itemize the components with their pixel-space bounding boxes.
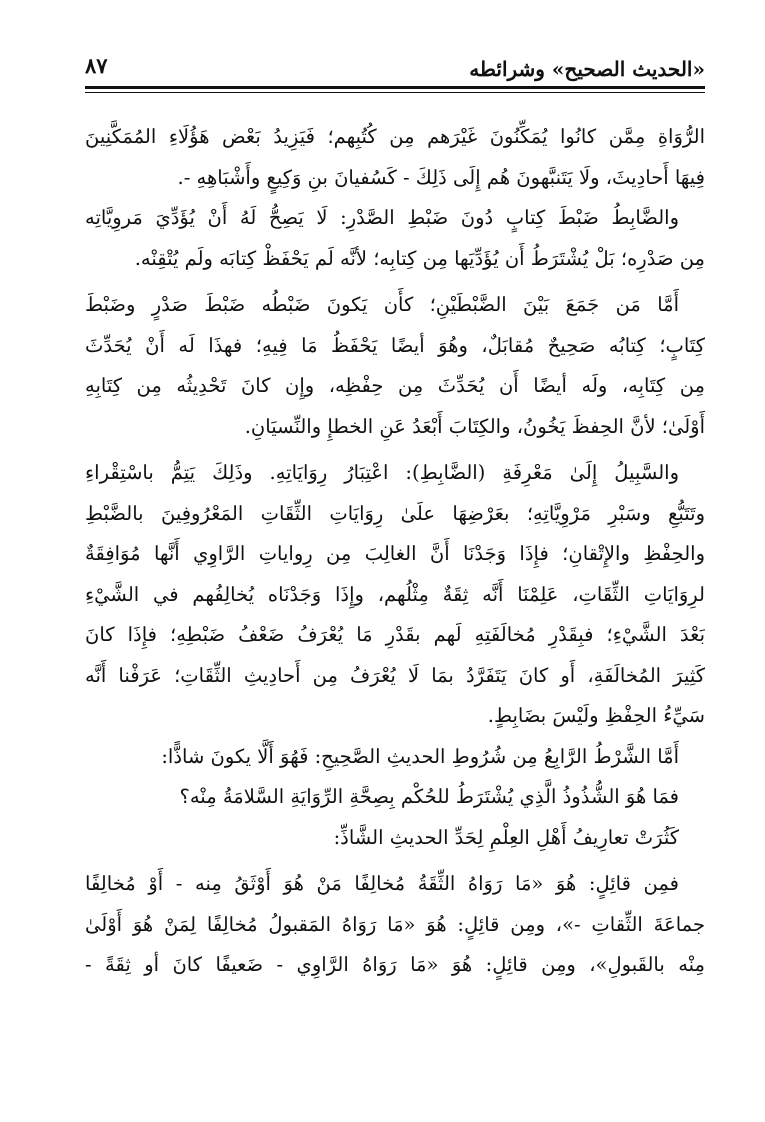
text-line: أَمَّا الشَّرْطُ الرَّابِعُ مِن شُرُوطِ الحديثِ الصَّحِيحِ: فَهُوَ أَلَّا يكونَ شاذًّا: <box>161 744 679 768</box>
text-line: والحِفْظِ والإِتْقانِ؛ فإِذَا وَجَدْنَا أَنَّ الغالِبَ مِن رِواياتِ الرَّاوِي أَنَّها مُوَافِقَةٌ <box>85 542 705 565</box>
text-line: مِنْه بالقَبولِ»، ومِن قائِلٍ: هُوَ «مَا رَوَاهُ الرَّاوِي - ضَعيفًا كانَ أو ثِقَةً - <box>85 953 705 976</box>
text-line: بَعْدَ الشَّيْءِ؛ فبِقَدْرِ مُخالَفَتِهِ لَهم بقَدْرِ مَا يُعْرَفُ ضَعْفُ ضَبْطِهِ؛ فإِذَا كانَ <box>85 623 705 646</box>
paragraph-both-precisions <box>85 285 705 447</box>
text-line: لرِوَايَاتِ الثِّقَاتِ، عَلِمْنَا أَنَّه ثِقَةٌ مِثْلُهم، وإِذَا وَجَدْنَاه يُخالِفُهم في الشَّيْءِ <box>85 582 705 606</box>
text-line: وتَتَبُّعِ وسَبْرِ مَرْوِيَّاتِهِ؛ بعَرْضِهَا علَىٰ رِوَايَاتِ الثِّقَاتِ المَعْرُوفِينَ بالضَّبْطِ <box>85 501 705 525</box>
text-line: فمَا هُوَ الشُّذُوذُ الَّذِي يُشْتَرَطُ للحُكْم بِصِحَّةِ الرِّوَايَةِ السَّلامَةُ مِنْه؟ <box>179 785 679 808</box>
text-line: سَيِّءُ الحِفْظِ ولَيْسَ بضَابِطٍ. <box>487 704 705 727</box>
text-line: والضَّابِطُ ضَبْطَ كِتابٍ دُونَ ضَبْطِ الصَّدْرِ: لَا يَصِحُّ لَهُ أَنْ يُؤَدِّيَ مَروِيَّاتِه <box>85 206 679 229</box>
chapter-running-title: «الحديث الصحيح» وشرائطه <box>469 57 705 81</box>
text-line: كِتَابٍ؛ كِتابُه صَحِيحٌ مُقابَلٌ، وهُوَ أيضًا يَحْفَظُ مَا فِيهِ؛ فهذَا لَه أَنْ يُحَدِّثَ <box>85 333 705 357</box>
header-rule-thin <box>85 92 705 93</box>
text-line: أَوْلَىٰ؛ لأنَّ الحِفظَ يَخُونُ، والكِتَابَ أَبْعَدُ عَنِ الخطإِ والنِّسيَانِ. <box>244 414 705 438</box>
text-line: الرُّوَاةِ مِمَّن كانُوا يُمَكِّنُونَ غَيْرَهم مِن كُتُبِهم؛ فَيَزِيدُ بَعْض هَؤُلَاءِ المُمَكَّنِينَ <box>85 125 705 148</box>
text-line: والسَّبِيلُ إِلَىٰ مَعْرِفَةِ (الضَّابِطِ): اعْتِبَارُ رِوَايَاتِهِ. وذَلِكَ يَتِمُّ باسْتِقْراءِ <box>85 461 679 484</box>
running-header <box>85 45 705 87</box>
body-text <box>85 117 705 986</box>
paragraph-knowing-precise-narrator <box>85 453 705 737</box>
text-line: فمِن قائِلٍ: هُوَ «مَا رَوَاهُ الثِّقَةُ مُخالِفًا مَنْ هُوَ أَوْثَقُ مِنه - أَوْ مُخالِفًا <box>85 872 679 895</box>
paragraph-fourth-condition <box>85 737 705 778</box>
text-line: جماعَةَ الثِّقاتِ -»، ومِن قائِلٍ: هُوَ «مَا رَوَاهُ المَقبولُ مُخالِفًا لِمَنْ هُوَ أَوْلَىٰ <box>85 912 705 936</box>
page-number: ٨٧ <box>85 53 108 78</box>
paragraph-shudhudh-question <box>85 777 705 818</box>
text-line: أَمَّا مَن جَمَعَ بَيْنَ الضَّبْطَيْنِ؛ كأَن يَكونَ ضَبْطُه ضَبْطَ صَدْرٍ وضَبْطَ <box>85 293 679 316</box>
paragraph-definitions <box>85 864 705 986</box>
text-line: فِيهَا أَحادِيثَ، ولَا يَتَنبَّهونَ هُم إِلَى ذَلِكَ - كَسُفيانَ بنِ وَكِيعٍ وأَشْبَاهِهِ -. <box>177 165 705 189</box>
paragraph-definitions-intro <box>85 818 705 859</box>
header-rule <box>85 86 705 89</box>
text-line: مِن صَدْرِه؛ بَلْ يُشْتَرَطُ أَن يُؤَدِّيَها مِن كِتابِه؛ لأنَّه لَم يَحْفَظْ كِتابَه ولَم يُتْقِنْه. <box>134 246 705 270</box>
text-line: مِن كِتَابِه، ولَه أيضًا أَن يُحَدِّثَ مِن حِفْظِه، وإِن كانَ تَحْدِيثُه مِن كِتَابِهِ <box>85 374 705 397</box>
book-page <box>85 45 705 1105</box>
paragraph-narrators-continuation <box>85 117 705 198</box>
paragraph-book-precision <box>85 198 705 279</box>
text-line: كَثِيرَ المُخالَفَةِ، أَو كانَ يَتَفَرَّدُ بمَا لَا يُعْرَفُ مِن أَحادِيثِ الثِّقَاتِ؛ عَرَفْنا أَنَّه <box>85 663 705 687</box>
text-line: كَثُرَتْ تعارِيفُ أَهْلِ العِلْمِ لِحَدِّ الحديثِ الشَّاذِّ: <box>333 825 679 849</box>
